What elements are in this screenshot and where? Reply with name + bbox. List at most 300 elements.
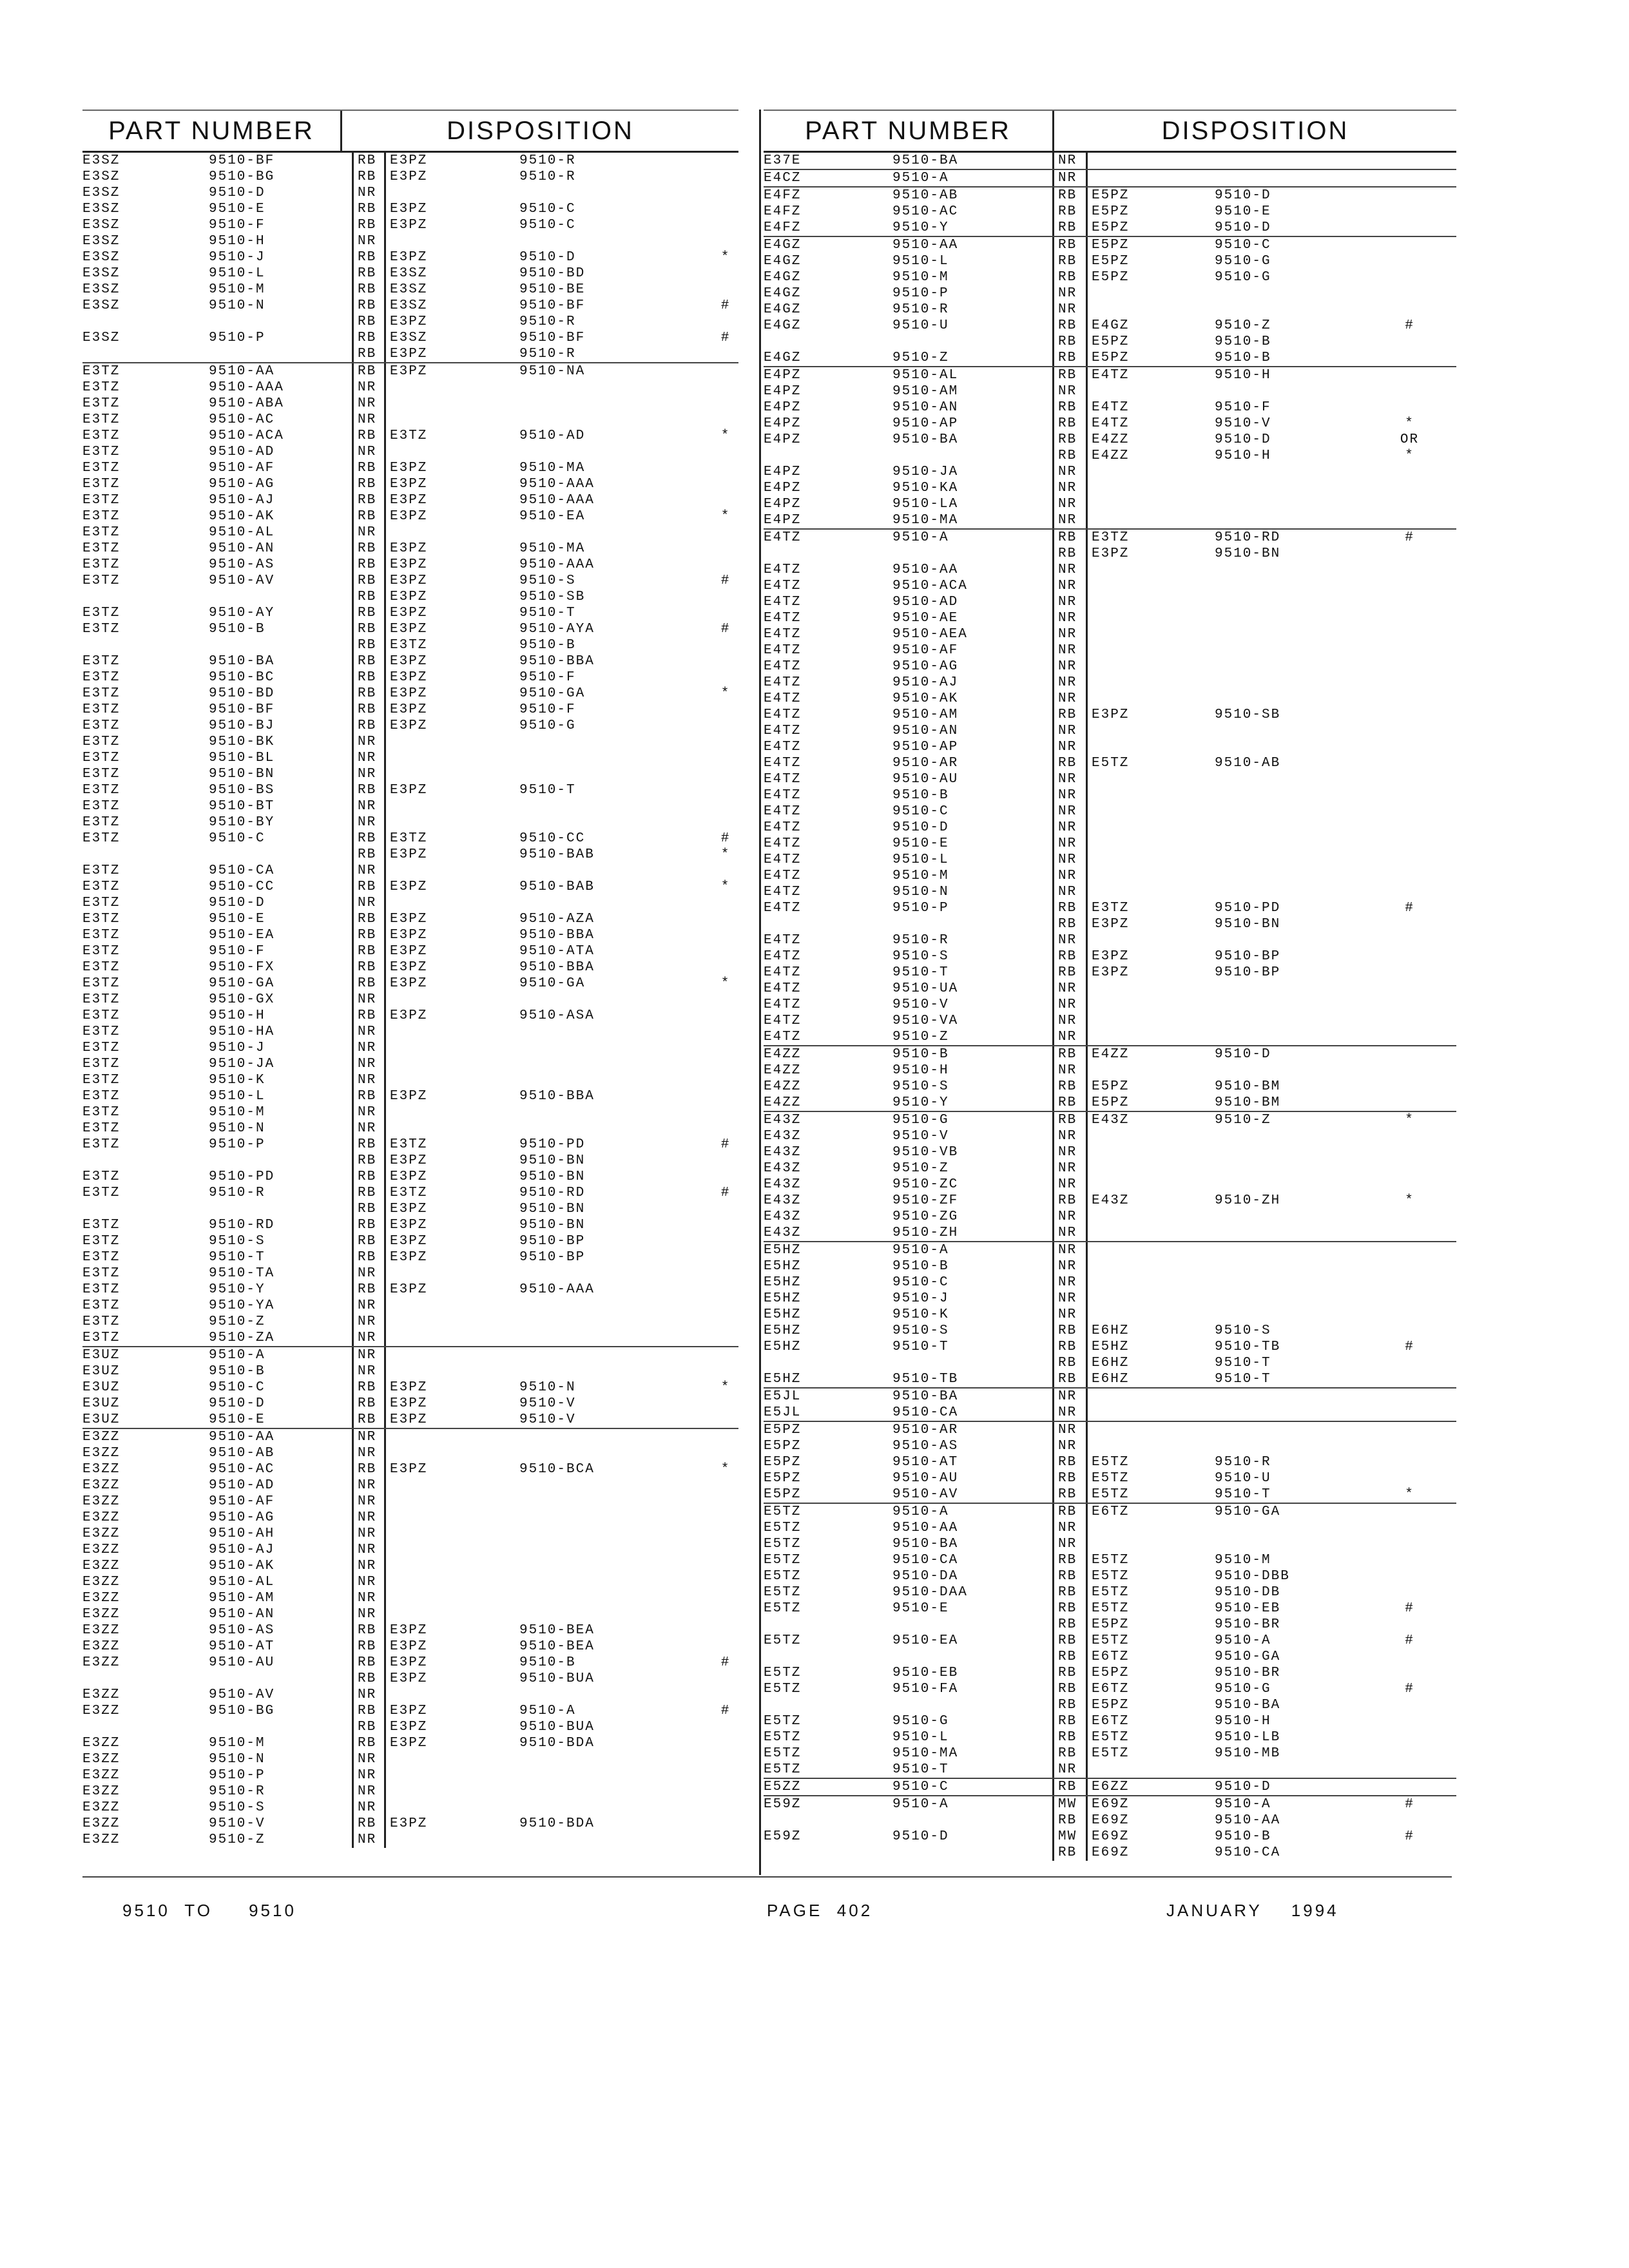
- table-row: [82, 492, 738, 508]
- part-number-heading: PART NUMBER: [805, 116, 1011, 145]
- disposition-number: [1215, 1144, 1363, 1160]
- disposition-prefix: [1086, 1209, 1215, 1225]
- part-number: 9510-TA: [209, 1266, 275, 1281]
- disposition-code: RB: [352, 460, 384, 476]
- disposition-code: RB: [1052, 1355, 1086, 1371]
- disposition-code: NR: [352, 1298, 384, 1314]
- table-row: [764, 1829, 1456, 1845]
- disposition-code: NR: [352, 380, 384, 396]
- table-row: [82, 1703, 738, 1719]
- disposition-prefix: E6ZZ: [1086, 1779, 1215, 1795]
- disposition-flag: [1363, 1649, 1456, 1665]
- disposition-code: NR: [352, 895, 384, 911]
- disposition-flag: [1363, 1095, 1456, 1111]
- part-prefix: E5TZ: [764, 1762, 802, 1777]
- disposition-flag: [713, 346, 738, 362]
- table-row: [764, 528, 1456, 546]
- disposition-prefix: E3TZ: [384, 1137, 519, 1153]
- disposition-flag: [713, 1396, 738, 1412]
- table-row: [764, 578, 1456, 594]
- part-prefix: E59Z: [764, 1829, 802, 1844]
- table-row: [82, 1040, 738, 1056]
- disposition-code: NR: [352, 444, 384, 460]
- disposition-flag: [1363, 1029, 1456, 1045]
- disposition-prefix: [1086, 981, 1215, 997]
- disposition-number: [1215, 771, 1363, 787]
- part-prefix: [82, 847, 209, 863]
- table-row: [764, 1633, 1456, 1649]
- disposition-flag: [1363, 1845, 1456, 1861]
- disposition-code: RB: [352, 1008, 384, 1024]
- part-prefix: E3ZZ: [82, 1542, 120, 1557]
- table-row: [764, 1111, 1456, 1128]
- disposition-prefix: [384, 1590, 519, 1606]
- disposition-code: RB: [352, 621, 384, 637]
- disposition-number: [1215, 739, 1363, 755]
- disposition-prefix: E6HZ: [1086, 1323, 1215, 1339]
- disposition-flag: [1363, 1454, 1456, 1470]
- table-row: [82, 508, 738, 524]
- part-prefix: E3ZZ: [82, 1639, 120, 1654]
- part-prefix: E43Z: [764, 1225, 802, 1240]
- table-row: [82, 734, 738, 750]
- table-row: [82, 847, 738, 863]
- table-row: [82, 1298, 738, 1314]
- table-row: [82, 217, 738, 233]
- disposition-flag: [713, 1767, 738, 1783]
- part-number: [209, 1201, 352, 1217]
- disposition-number: [519, 380, 713, 396]
- disposition-prefix: [384, 798, 519, 814]
- disposition-code: RB: [352, 1703, 384, 1719]
- part-prefix: E5ZZ: [764, 1780, 802, 1794]
- part-prefix: E4TZ: [764, 997, 802, 1012]
- disposition-prefix: E5TZ: [1086, 1600, 1215, 1617]
- disposition-number: 9510-G: [1215, 1682, 1271, 1696]
- table-row: [764, 1095, 1456, 1111]
- disposition-prefix: E3PZ: [384, 1249, 519, 1265]
- disposition-code: RB: [352, 1379, 384, 1396]
- disposition-flag: [1363, 820, 1456, 836]
- disposition-code: NR: [352, 1558, 384, 1574]
- part-number: 9510-Z: [892, 1161, 949, 1176]
- disposition-flag: [1363, 948, 1456, 965]
- table-row: [764, 723, 1456, 739]
- table-row: [764, 691, 1456, 707]
- disposition-prefix: [384, 1477, 519, 1494]
- disposition-code: NR: [352, 1024, 384, 1040]
- disposition-number: 9510-BP: [519, 1234, 586, 1249]
- table-row: [764, 1405, 1456, 1421]
- table-row: [764, 1241, 1456, 1258]
- part-prefix: E4TZ: [764, 707, 802, 722]
- disposition-prefix: E3PZ: [384, 1735, 519, 1751]
- disposition-number: [1215, 1258, 1363, 1274]
- part-number: [209, 1671, 352, 1687]
- part-prefix: E5TZ: [764, 1633, 802, 1648]
- disposition-number: 9510-V: [519, 1412, 576, 1427]
- disposition-flag: [713, 1008, 738, 1024]
- disposition-number: [519, 1330, 713, 1346]
- disposition-prefix: [384, 1314, 519, 1330]
- part-prefix: E4TZ: [764, 949, 802, 964]
- disposition-prefix: E5PZ: [1086, 204, 1215, 220]
- disposition-prefix: [384, 524, 519, 541]
- part-prefix: E4PZ: [764, 497, 802, 512]
- disposition-number: [1215, 1291, 1363, 1307]
- table-row: [764, 1503, 1456, 1520]
- disposition-number: [519, 1494, 713, 1510]
- disposition-number: 9510-CA: [1215, 1845, 1281, 1860]
- disposition-code: RB: [352, 653, 384, 669]
- disposition-flag: [1363, 1520, 1456, 1536]
- part-prefix: E3TZ: [82, 1073, 120, 1088]
- part-number: 9510-DA: [892, 1569, 959, 1584]
- disposition-prefix: [1086, 1274, 1215, 1291]
- disposition-flag: *: [720, 847, 731, 862]
- table-row: [82, 1346, 738, 1363]
- part-number: 9510-JA: [892, 465, 959, 479]
- disposition-code: RB: [352, 314, 384, 330]
- part-prefix: E4FZ: [764, 188, 802, 203]
- part-prefix: E5HZ: [764, 1275, 802, 1290]
- disposition-code: RB: [352, 492, 384, 508]
- disposition-flag: #: [1405, 1682, 1414, 1696]
- disposition-number: 9510-GA: [519, 686, 586, 701]
- disposition-code: RB: [1052, 1568, 1086, 1584]
- disposition-number: 9510-M: [1215, 1553, 1271, 1568]
- disposition-flag: [1363, 1177, 1456, 1193]
- disposition-flag: [1363, 916, 1456, 932]
- part-prefix: E3TZ: [82, 1218, 120, 1233]
- table-row: [764, 1355, 1456, 1371]
- disposition-code: RB: [352, 1088, 384, 1104]
- part-number: [892, 916, 1052, 932]
- disposition-flag: [1363, 610, 1456, 626]
- part-number: 9510-Y: [892, 1095, 949, 1110]
- table-row: [82, 589, 738, 605]
- disposition-flag: *: [720, 1380, 731, 1395]
- disposition-flag: [713, 1088, 738, 1104]
- part-number: 9510-AM: [892, 707, 959, 722]
- disposition-number: 9510-R: [519, 169, 576, 184]
- part-number: 9510-GA: [209, 976, 275, 991]
- disposition-number: 9510-BN: [519, 1169, 586, 1184]
- disposition-prefix: [1086, 594, 1215, 610]
- disposition-flag: [713, 605, 738, 621]
- disposition-prefix: [384, 396, 519, 412]
- disposition-prefix: E3PZ: [384, 557, 519, 573]
- part-prefix: E3UZ: [82, 1412, 120, 1427]
- disposition-prefix: E3PZ: [384, 879, 519, 895]
- part-number: 9510-G: [892, 1113, 949, 1128]
- disposition-code: NR: [1052, 496, 1086, 512]
- disposition-code: NR: [352, 1347, 384, 1363]
- part-number: 9510-AD: [209, 1478, 275, 1493]
- disposition-code: RB: [1052, 204, 1086, 220]
- disposition-number: 9510-BBA: [519, 654, 595, 669]
- disposition-flag: [713, 1056, 738, 1072]
- disposition-number: 9510-F: [519, 670, 576, 685]
- disposition-flag: #: [1405, 901, 1414, 916]
- disposition-prefix: [384, 1429, 519, 1445]
- disposition-prefix: E3TZ: [1086, 900, 1215, 916]
- disposition-number: 9510-C: [519, 202, 576, 216]
- part-number: 9510-AJ: [892, 675, 959, 690]
- table-row: [764, 1812, 1456, 1829]
- disposition-prefix: E43Z: [1086, 1193, 1215, 1209]
- disposition-number: [519, 1542, 713, 1558]
- disposition-code: RB: [1052, 1649, 1086, 1665]
- disposition-prefix: E3PZ: [384, 959, 519, 975]
- part-prefix: E4TZ: [764, 820, 802, 835]
- disposition-flag: OR: [1400, 432, 1420, 447]
- disposition-number: 9510-S: [519, 573, 576, 588]
- table-row: [82, 1024, 738, 1040]
- disposition-code: NR: [352, 1104, 384, 1120]
- part-number: 9510-AA: [892, 562, 959, 577]
- part-prefix: E4TZ: [764, 1030, 802, 1044]
- disposition-flag: [713, 380, 738, 396]
- disposition-flag: #: [1405, 1340, 1414, 1354]
- disposition-number: [519, 798, 713, 814]
- left-rows: [82, 153, 738, 1848]
- disposition-prefix: E5TZ: [1086, 1568, 1215, 1584]
- part-number: 9510-L: [209, 266, 265, 281]
- disposition-code: RB: [352, 1201, 384, 1217]
- disposition-flag: [713, 1153, 738, 1169]
- disposition-prefix: [1086, 675, 1215, 691]
- table-row: [82, 1233, 738, 1249]
- disposition-flag: [713, 1477, 738, 1494]
- part-number: 9510-Z: [892, 1030, 949, 1044]
- part-number: 9510-S: [892, 1323, 949, 1338]
- part-prefix: E4TZ: [764, 595, 802, 610]
- disposition-code: RB: [1052, 1323, 1086, 1339]
- part-prefix: E4ZZ: [764, 1079, 802, 1094]
- disposition-code: RB: [1052, 187, 1086, 204]
- part-prefix: E3ZZ: [82, 1800, 120, 1815]
- disposition-code: RB: [1052, 1745, 1086, 1762]
- disposition-number: 9510-U: [1215, 1471, 1271, 1486]
- table-row: [764, 1681, 1456, 1697]
- disposition-number: [519, 1687, 713, 1703]
- disposition-code: NR: [352, 750, 384, 766]
- disposition-flag: [1363, 884, 1456, 900]
- part-number: 9510-AC: [209, 1462, 275, 1477]
- disposition-code: RB: [1052, 1112, 1086, 1128]
- disposition-prefix: E5TZ: [1086, 1552, 1215, 1568]
- disposition-flag: [713, 766, 738, 782]
- disposition-flag: *: [720, 428, 731, 443]
- table-row: [82, 1832, 738, 1848]
- disposition-flag: [713, 412, 738, 428]
- disposition-flag: [1363, 626, 1456, 642]
- disposition-code: RB: [1052, 1812, 1086, 1829]
- part-prefix: E3TZ: [82, 573, 120, 588]
- disposition-flag: [713, 1574, 738, 1590]
- part-number: 9510-N: [892, 885, 949, 899]
- disposition-number: [1215, 1128, 1363, 1144]
- disposition-number: 9510-Z: [1215, 1113, 1271, 1128]
- page-number-label: [767, 1901, 872, 1921]
- disposition-prefix: E3PZ: [384, 1217, 519, 1233]
- part-prefix: E3TZ: [82, 1266, 120, 1281]
- disposition-prefix: [384, 1751, 519, 1767]
- disposition-flag: [1363, 1697, 1456, 1713]
- disposition-number: [519, 396, 713, 412]
- part-prefix: E5PZ: [764, 1471, 802, 1486]
- part-prefix: E3TZ: [82, 461, 120, 476]
- disposition-number: 9510-T: [1215, 1487, 1271, 1502]
- disposition-number: [519, 1526, 713, 1542]
- part-number: 9510-EA: [892, 1633, 959, 1648]
- disposition-prefix: E5PZ: [1086, 1617, 1215, 1633]
- disposition-number: [1215, 170, 1363, 186]
- left-column-header: [82, 110, 738, 153]
- part-number: 9510-AM: [209, 1591, 275, 1606]
- disposition-number: 9510-SB: [519, 590, 586, 604]
- disposition-code: NR: [352, 1072, 384, 1088]
- table-row: [764, 1062, 1456, 1079]
- disposition-flag: [713, 1347, 738, 1363]
- table-row: [764, 787, 1456, 803]
- disposition-flag: [713, 959, 738, 975]
- part-number: 9510-B: [892, 1047, 949, 1062]
- part-number: 9510-P: [209, 1137, 265, 1152]
- disposition-code: RB: [352, 1233, 384, 1249]
- disposition-number: 9510-AZA: [519, 912, 595, 927]
- disposition-number: [1215, 658, 1363, 675]
- part-number: 9510-AU: [209, 1655, 275, 1670]
- table-row: [82, 460, 738, 476]
- disposition-flag: [1363, 723, 1456, 739]
- disposition-flag: [713, 1606, 738, 1622]
- disposition-flag: [1363, 578, 1456, 594]
- part-prefix: E3TZ: [82, 1250, 120, 1265]
- part-prefix: E3SZ: [82, 153, 120, 168]
- table-row: [82, 1477, 738, 1494]
- part-prefix: E4GZ: [764, 286, 802, 301]
- part-prefix: E4GZ: [764, 318, 802, 333]
- disposition-code: NR: [352, 1510, 384, 1526]
- part-number: 9510-AF: [209, 1494, 275, 1509]
- table-row: [764, 884, 1456, 900]
- part-prefix: E3SZ: [82, 282, 120, 297]
- table-row: [82, 782, 738, 798]
- part-number: 9510-N: [209, 1121, 265, 1136]
- part-prefix: E3ZZ: [82, 1559, 120, 1573]
- disposition-prefix: [1086, 884, 1215, 900]
- part-number: 9510-S: [209, 1234, 265, 1249]
- disposition-prefix: [384, 1542, 519, 1558]
- table-row: [82, 1510, 738, 1526]
- part-prefix: E3TZ: [82, 896, 120, 910]
- disposition-flag: [1363, 658, 1456, 675]
- disposition-prefix: E5PZ: [1086, 1079, 1215, 1095]
- disposition-number: [1215, 1520, 1363, 1536]
- disposition-prefix: E3PZ: [384, 201, 519, 217]
- disposition-number: [1215, 578, 1363, 594]
- part-prefix: E43Z: [764, 1177, 802, 1192]
- disposition-prefix: [1086, 691, 1215, 707]
- part-prefix: E5HZ: [764, 1372, 802, 1387]
- disposition-code: RB: [1052, 350, 1086, 366]
- disposition-flag: [1363, 480, 1456, 496]
- table-row: [82, 1800, 738, 1816]
- part-prefix: E3ZZ: [82, 1430, 120, 1445]
- disposition-code: NR: [1052, 626, 1086, 642]
- disposition-flag: [713, 814, 738, 831]
- part-number: 9510-AL: [892, 368, 959, 383]
- part-number: 9510-BA: [892, 1537, 959, 1552]
- right-column-header: [764, 110, 1456, 153]
- disposition-code: RB: [1052, 707, 1086, 723]
- disposition-code: NR: [352, 396, 384, 412]
- disposition-code: NR: [1052, 820, 1086, 836]
- disposition-code: RB: [352, 201, 384, 217]
- part-number: 9510-D: [892, 1829, 949, 1844]
- disposition-prefix: E3PZ: [384, 1396, 519, 1412]
- disposition-number: [1215, 594, 1363, 610]
- part-number: 9510-ZH: [892, 1225, 959, 1240]
- part-number: 9510-BY: [209, 815, 275, 830]
- disposition-flag: [713, 992, 738, 1008]
- part-number: 9510-B: [892, 1259, 949, 1274]
- disposition-prefix: [384, 750, 519, 766]
- part-number: 9510-AG: [209, 1510, 275, 1525]
- disposition-flag: [1363, 1144, 1456, 1160]
- disposition-flag: [1363, 981, 1456, 997]
- disposition-code: RB: [1052, 367, 1086, 383]
- part-number: 9510-F: [209, 218, 265, 233]
- disposition-flag: [1363, 399, 1456, 416]
- disposition-prefix: E3PZ: [384, 911, 519, 927]
- disposition-number: [1215, 1209, 1363, 1225]
- disposition-code: NR: [1052, 836, 1086, 852]
- part-number: 9510-AA: [209, 1430, 275, 1445]
- disposition-number: [519, 1800, 713, 1816]
- part-number: 9510-F: [209, 944, 265, 959]
- disposition-prefix: E5PZ: [1086, 237, 1215, 253]
- disposition-flag: #: [720, 331, 731, 345]
- part-prefix: E3TZ: [82, 1314, 120, 1329]
- part-prefix: E4TZ: [764, 836, 802, 851]
- disposition-flag: [713, 460, 738, 476]
- disposition-number: 9510-BEA: [519, 1623, 595, 1638]
- disposition-number: 9510-BM: [1215, 1079, 1281, 1094]
- disposition-flag: [1363, 1617, 1456, 1633]
- part-prefix: E5HZ: [764, 1259, 802, 1274]
- disposition-number: [519, 1574, 713, 1590]
- table-row: [82, 1606, 738, 1622]
- disposition-flag: #: [720, 1137, 731, 1152]
- table-row: [764, 399, 1456, 416]
- disposition-number: [519, 185, 713, 201]
- disposition-prefix: [384, 1800, 519, 1816]
- part-prefix: E3ZZ: [82, 1591, 120, 1606]
- disposition-number: [1215, 512, 1363, 528]
- part-number: 9510-AU: [892, 1471, 959, 1486]
- part-number: 9510-T: [892, 1762, 949, 1777]
- part-number: 9510-AE: [892, 611, 959, 626]
- disposition-number: [1215, 562, 1363, 578]
- disposition-code: NR: [1052, 1029, 1086, 1045]
- table-row: [82, 1249, 738, 1265]
- table-row: [764, 707, 1456, 723]
- disposition-number: [519, 1314, 713, 1330]
- table-row: [764, 1029, 1456, 1045]
